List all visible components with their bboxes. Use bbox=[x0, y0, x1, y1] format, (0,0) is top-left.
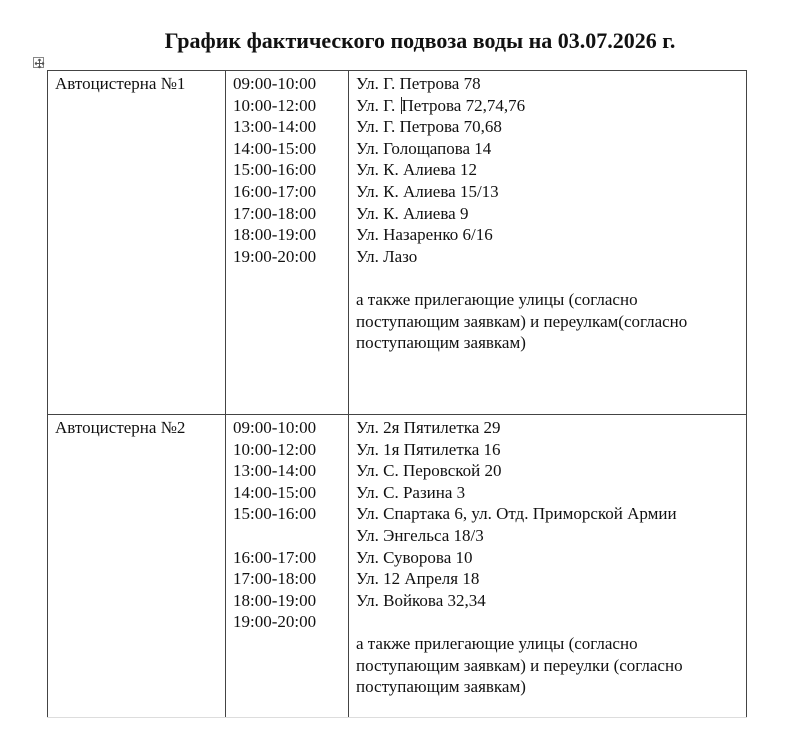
time-slot: 18:00-19:00 bbox=[233, 225, 317, 245]
address-line: Ул. Назаренко 6/16 bbox=[356, 225, 493, 245]
time-slot: 19:00-20:00 bbox=[233, 612, 317, 632]
time-slot: 13:00-14:00 bbox=[233, 461, 317, 481]
time-slot: 14:00-15:00 bbox=[233, 482, 317, 502]
time-slot: 09:00-10:00 bbox=[233, 418, 317, 437]
vehicle-name: Автоцистерна №1 bbox=[55, 74, 186, 93]
vehicle-cell[interactable] bbox=[48, 415, 226, 718]
address-line: Ул. К. Алиева 12 bbox=[356, 160, 477, 180]
vehicle-name: Автоцистерна №2 bbox=[55, 418, 186, 437]
times-cell[interactable] bbox=[226, 415, 349, 718]
table-row bbox=[48, 71, 747, 415]
table-move-handle-icon[interactable] bbox=[33, 57, 44, 68]
address-line: Ул. 2я Пятилетка 29 bbox=[356, 418, 501, 437]
time-slot: 19:00-20:00 bbox=[233, 246, 317, 266]
time-slot: 10:00-12:00 bbox=[233, 439, 317, 459]
text-cursor bbox=[401, 97, 402, 114]
address-line: Ул. К. Алиева 9 bbox=[356, 203, 469, 223]
delivery-schedule-table bbox=[47, 70, 747, 718]
time-slot: 17:00-18:00 bbox=[233, 569, 317, 589]
time-slot: 17:00-18:00 bbox=[233, 203, 317, 223]
time-slot: 09:00-10:00 bbox=[233, 74, 317, 93]
addresses-cell[interactable] bbox=[349, 71, 747, 415]
address-line: Ул. 1я Пятилетка 16 bbox=[356, 439, 501, 459]
address-line: Ул. Энгельса 18/3 bbox=[356, 525, 484, 545]
blank-line bbox=[356, 611, 746, 633]
address-line-with-cursor bbox=[356, 95, 746, 117]
time-slot: 18:00-19:00 bbox=[233, 590, 317, 610]
address-line: Ул. Суворова 10 bbox=[356, 547, 473, 567]
address-line: Ул. Войкова 32,34 bbox=[356, 590, 486, 610]
time-slot-empty bbox=[233, 525, 348, 547]
address-line: Ул. Голощапова 14 bbox=[356, 138, 492, 158]
address-line: Ул. Спартака 6, ул. Отд. Приморской Армии bbox=[356, 504, 677, 524]
time-slot: 14:00-15:00 bbox=[233, 138, 317, 158]
note-text: а также прилегающие улицы (согласно поступающим заявкам) и переулкам(согласно поступающим заявкам) bbox=[356, 289, 688, 353]
address-line: Ул. Лазо bbox=[356, 246, 418, 266]
address-line: Ул. Г. Петрова 70,68 bbox=[356, 117, 502, 137]
time-slot: 13:00-14:00 bbox=[233, 117, 317, 137]
time-slot: 15:00-16:00 bbox=[233, 504, 317, 524]
time-slot: 15:00-16:00 bbox=[233, 160, 317, 180]
address-line: Ул. С. Разина 3 bbox=[356, 482, 466, 502]
page-title: График фактического подвоза воды на 03.07.2026 г. bbox=[164, 28, 676, 53]
time-slot: 16:00-17:00 bbox=[233, 547, 317, 567]
table-row bbox=[48, 415, 747, 718]
address-line: Ул. Г. Петрова 78 bbox=[356, 74, 481, 93]
address-line: Ул. 12 Апреля 18 bbox=[356, 569, 480, 589]
vehicle-cell[interactable] bbox=[48, 71, 226, 415]
address-line: Ул. Г. Петрова 72,74,76 bbox=[356, 95, 526, 115]
note-text: а также прилегающие улицы (согласно поступающим заявкам) и переулки (согласно поступающим заявкам) bbox=[356, 633, 683, 697]
address-line: Ул. К. Алиева 15/13 bbox=[356, 181, 499, 201]
time-slot: 10:00-12:00 bbox=[233, 95, 317, 115]
addresses-cell[interactable] bbox=[349, 415, 747, 718]
blank-line bbox=[356, 267, 746, 289]
time-slot: 16:00-17:00 bbox=[233, 181, 317, 201]
address-line: Ул. С. Перовской 20 bbox=[356, 461, 502, 481]
times-cell[interactable] bbox=[226, 71, 349, 415]
